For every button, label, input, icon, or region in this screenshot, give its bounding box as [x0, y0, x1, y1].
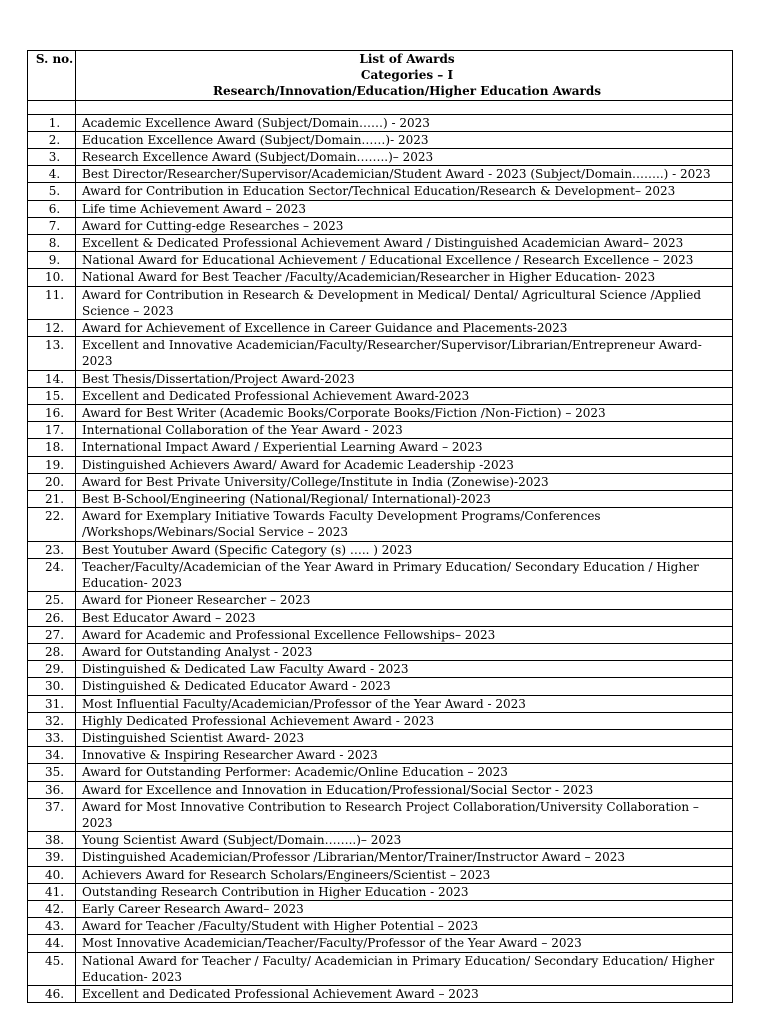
award-title: Most Influential Faculty/Academician/Professor of the Year Award - 2023: [76, 695, 733, 712]
award-number: 16.: [28, 405, 76, 422]
award-title: National Award for Teacher / Faculty/ Academician in Primary Education/ Secondary Education/ Higher Education- 2023: [76, 952, 733, 985]
award-number: 6.: [28, 200, 76, 217]
award-number: 5.: [28, 183, 76, 200]
award-number: 35.: [28, 764, 76, 781]
table-row: [28, 166, 733, 183]
award-title: Distinguished Scientist Award- 2023: [76, 729, 733, 746]
table-row: [28, 387, 733, 404]
awards-table: [27, 50, 733, 1003]
award-title: Distinguished Achievers Award/ Award for Academic Leadership -2023: [76, 456, 733, 473]
award-title: Award for Contribution in Research & Development in Medical/ Dental/ Agricultural Science /Applied Science – 2023: [76, 286, 733, 319]
table-row: [28, 592, 733, 609]
award-title: Excellent & Dedicated Professional Achievement Award / Distinguished Academician Award– 2023: [76, 235, 733, 252]
award-number: 14.: [28, 370, 76, 387]
award-title: Award for Best Private University/College/Institute in India (Zonewise)-2023: [76, 473, 733, 490]
table-row: [28, 473, 733, 490]
table-row: [28, 456, 733, 473]
award-title: Life time Achievement Award – 2023: [76, 200, 733, 217]
table-row: [28, 200, 733, 217]
award-title: Education Excellence Award (Subject/Domain……)- 2023: [76, 131, 733, 148]
list-title-line-3: Research/Innovation/Education/Higher Education Awards: [213, 84, 601, 99]
table-row: [28, 781, 733, 798]
table-row: [28, 678, 733, 695]
table-row: [28, 798, 733, 831]
award-title: Highly Dedicated Professional Achievement Award - 2023: [76, 712, 733, 729]
table-row: [28, 252, 733, 269]
table-row: [28, 439, 733, 456]
award-number: 26.: [28, 609, 76, 626]
award-number: 45.: [28, 952, 76, 985]
award-title: Most Innovative Academician/Teacher/Faculty/Professor of the Year Award – 2023: [76, 935, 733, 952]
award-title: Best B-School/Engineering (National/Regional/ International)-2023: [76, 491, 733, 508]
table-row: [28, 985, 733, 1002]
table-row: [28, 370, 733, 387]
award-title: Distinguished Academician/Professor /Librarian/Mentor/Trainer/Instructor Award – 2023: [76, 849, 733, 866]
spacer-row: [28, 100, 733, 114]
table-row: [28, 712, 733, 729]
table-row: [28, 422, 733, 439]
award-title: Award for Academic and Professional Excellence Fellowships– 2023: [76, 626, 733, 643]
table-row: [28, 558, 733, 591]
award-title: Award for Teacher /Faculty/Student with Higher Potential – 2023: [76, 918, 733, 935]
award-number: 32.: [28, 712, 76, 729]
award-number: 9.: [28, 252, 76, 269]
award-number: 11.: [28, 286, 76, 319]
award-number: 19.: [28, 456, 76, 473]
table-row: [28, 320, 733, 337]
award-title: Award for Most Innovative Contribution to Research Project Collaboration/University Collaboration – 2023: [76, 798, 733, 831]
award-title: Best Director/Researcher/Supervisor/Academician/Student Award - 2023 (Subject/Domain……..) - 2023: [76, 166, 733, 183]
table-row: [28, 764, 733, 781]
award-number: 12.: [28, 320, 76, 337]
table-row: [28, 183, 733, 200]
table-row: [28, 729, 733, 746]
award-number: 28.: [28, 643, 76, 660]
table-row: [28, 491, 733, 508]
spacer-cell: [76, 100, 733, 114]
award-title: Outstanding Research Contribution in Higher Education - 2023: [76, 883, 733, 900]
award-title: Excellent and Innovative Academician/Faculty/Researcher/Supervisor/Librarian/Entrepreneur Award- 2023: [76, 337, 733, 370]
award-title: Academic Excellence Award (Subject/Domain……) - 2023: [76, 114, 733, 131]
award-title: Award for Excellence and Innovation in Education/Professional/Social Sector - 2023: [76, 781, 733, 798]
award-number: 42.: [28, 900, 76, 917]
award-title: International Collaboration of the Year Award - 2023: [76, 422, 733, 439]
award-title: Award for Outstanding Performer: Academic/Online Education – 2023: [76, 764, 733, 781]
awards-document: [27, 50, 732, 1003]
award-title: Young Scientist Award (Subject/Domain……..)– 2023: [76, 832, 733, 849]
table-row: [28, 114, 733, 131]
award-number: 1.: [28, 114, 76, 131]
award-number: 46.: [28, 985, 76, 1002]
award-number: 4.: [28, 166, 76, 183]
table-row: [28, 883, 733, 900]
award-number: 27.: [28, 626, 76, 643]
award-title: Award for Cutting-edge Researches – 2023: [76, 217, 733, 234]
table-row: [28, 235, 733, 252]
award-title: Award for Pioneer Researcher – 2023: [76, 592, 733, 609]
award-number: 36.: [28, 781, 76, 798]
table-row: [28, 609, 733, 626]
table-row: [28, 626, 733, 643]
award-number: 31.: [28, 695, 76, 712]
award-number: 41.: [28, 883, 76, 900]
award-number: 3.: [28, 149, 76, 166]
table-row: [28, 952, 733, 985]
award-number: 7.: [28, 217, 76, 234]
table-row: [28, 661, 733, 678]
award-number: 38.: [28, 832, 76, 849]
table-row: [28, 695, 733, 712]
table-row: [28, 149, 733, 166]
table-row: [28, 832, 733, 849]
table-row: [28, 935, 733, 952]
award-number: 10.: [28, 269, 76, 286]
award-title: Best Thesis/Dissertation/Project Award-2023: [76, 370, 733, 387]
list-title-line-1: List of Awards: [359, 52, 455, 66]
table-row: [28, 747, 733, 764]
table-row: [28, 131, 733, 148]
award-number: 24.: [28, 558, 76, 591]
award-title: Achievers Award for Research Scholars/Engineers/Scientist – 2023: [76, 866, 733, 883]
award-number: 40.: [28, 866, 76, 883]
award-number: 8.: [28, 235, 76, 252]
award-number: 34.: [28, 747, 76, 764]
award-number: 13.: [28, 337, 76, 370]
award-title: Award for Outstanding Analyst - 2023: [76, 643, 733, 660]
award-number: 39.: [28, 849, 76, 866]
table-row: [28, 541, 733, 558]
award-title: Excellent and Dedicated Professional Achievement Award-2023: [76, 387, 733, 404]
award-title: Best Youtuber Award (Specific Category (s) ….. ) 2023: [76, 541, 733, 558]
award-number: 17.: [28, 422, 76, 439]
award-number: 22.: [28, 508, 76, 541]
table-row: [28, 900, 733, 917]
award-title: Innovative & Inspiring Researcher Award - 2023: [76, 747, 733, 764]
list-title-line-2: Categories – I: [360, 68, 454, 83]
award-number: 20.: [28, 473, 76, 490]
award-number: 2.: [28, 131, 76, 148]
table-row: [28, 217, 733, 234]
table-row: [28, 508, 733, 541]
table-row: [28, 405, 733, 422]
award-number: 25.: [28, 592, 76, 609]
table-row: [28, 643, 733, 660]
award-number: 21.: [28, 491, 76, 508]
award-title: National Award for Best Teacher /Faculty/Academician/Researcher in Higher Education- 2023: [76, 269, 733, 286]
award-title: Award for Best Writer (Academic Books/Corporate Books/Fiction /Non-Fiction) – 2023: [76, 405, 733, 422]
award-title: Research Excellence Award (Subject/Domain……..)– 2023: [76, 149, 733, 166]
table-row: [28, 269, 733, 286]
award-number: 44.: [28, 935, 76, 952]
table-header-row: [28, 51, 733, 101]
award-number: 29.: [28, 661, 76, 678]
award-title: Teacher/Faculty/Academician of the Year Award in Primary Education/ Secondary Education / Higher Education- 2023: [76, 558, 733, 591]
award-title: International Impact Award / Experiential Learning Award – 2023: [76, 439, 733, 456]
award-title: Distinguished & Dedicated Law Faculty Award - 2023: [76, 661, 733, 678]
award-number: 37.: [28, 798, 76, 831]
award-title: Distinguished & Dedicated Educator Award - 2023: [76, 678, 733, 695]
award-title: Award for Achievement of Excellence in Career Guidance and Placements-2023: [76, 320, 733, 337]
award-number: 43.: [28, 918, 76, 935]
award-title: Best Educator Award – 2023: [76, 609, 733, 626]
spacer-cell: [28, 100, 76, 114]
table-row: [28, 866, 733, 883]
list-title: [76, 51, 733, 101]
award-number: 15.: [28, 387, 76, 404]
award-number: 23.: [28, 541, 76, 558]
table-row: [28, 286, 733, 319]
sno-column-header: S. no.: [28, 51, 76, 101]
award-number: 30.: [28, 678, 76, 695]
award-title: Early Career Research Award– 2023: [76, 900, 733, 917]
table-row: [28, 918, 733, 935]
table-row: [28, 849, 733, 866]
award-title: Award for Contribution in Education Sector/Technical Education/Research & Development– 2023: [76, 183, 733, 200]
award-title: National Award for Educational Achievement / Educational Excellence / Research Excellence – 2023: [76, 252, 733, 269]
award-title: Award for Exemplary Initiative Towards Faculty Development Programs/Conferences /Workshops/Webinars/Social Service – 2023: [76, 508, 733, 541]
award-number: 18.: [28, 439, 76, 456]
table-row: [28, 337, 733, 370]
award-title: Excellent and Dedicated Professional Achievement Award – 2023: [76, 985, 733, 1002]
award-number: 33.: [28, 729, 76, 746]
